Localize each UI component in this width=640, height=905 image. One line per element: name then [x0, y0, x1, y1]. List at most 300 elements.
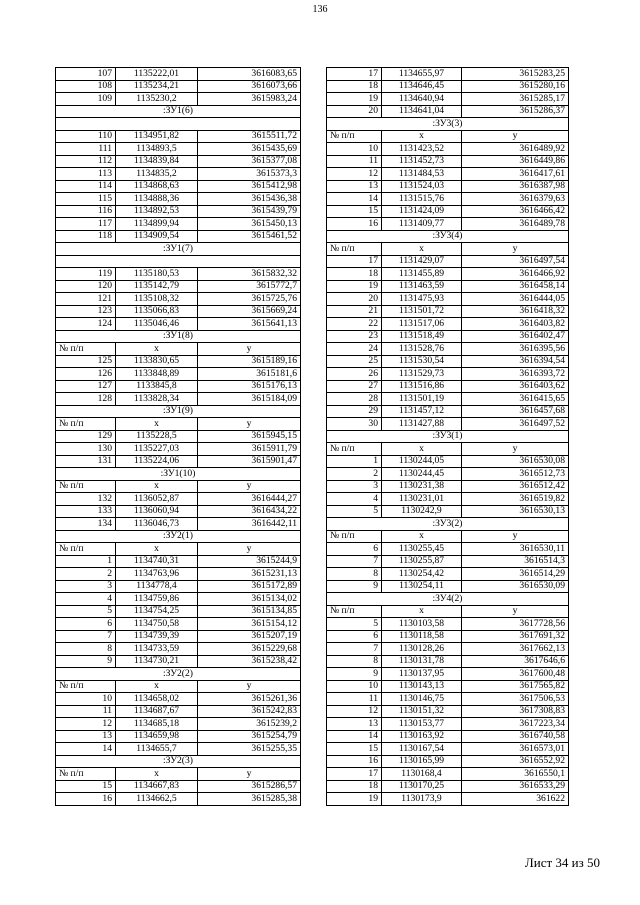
table-row	[327, 155, 569, 168]
table-row	[327, 318, 569, 331]
cell-y: 3616444,27	[198, 493, 301, 506]
cell-x: 1134835,2	[116, 168, 198, 181]
section-row	[327, 518, 569, 531]
cell-x: 1134909,54	[116, 230, 198, 243]
cell-x: 1130118,58	[382, 630, 462, 643]
cell-number: 14	[56, 743, 116, 756]
table-row	[56, 793, 301, 806]
cell-x: 1134646,45	[382, 80, 462, 93]
cell-number: 19	[327, 280, 382, 293]
cell-number: 12	[327, 168, 382, 181]
table-row	[327, 493, 569, 506]
header-row	[56, 680, 301, 693]
table-row	[56, 268, 301, 281]
cell-y: 3616393,72	[462, 368, 569, 381]
cell-x: 1131455,89	[382, 268, 462, 281]
cell-number: 3	[327, 480, 382, 493]
table-row	[56, 618, 301, 631]
section-row	[56, 405, 301, 418]
table-row	[56, 168, 301, 181]
cell-y: 3615285,38	[198, 793, 301, 806]
cell-number: 133	[56, 505, 116, 518]
section-title: :ЗУ1(6)	[56, 105, 301, 118]
cell-number: 17	[327, 68, 382, 81]
cell-number: 112	[56, 155, 116, 168]
cell-y: 3617565,82	[462, 680, 569, 693]
table-row	[56, 180, 301, 193]
cell-number: 4	[327, 493, 382, 506]
header-row	[327, 130, 569, 143]
section-row	[56, 668, 301, 681]
table-row	[56, 493, 301, 506]
cell-x: 1134687,67	[116, 705, 198, 718]
cell-y: 3616083,65	[198, 68, 301, 81]
cell-number: 20	[327, 293, 382, 306]
section-title: :ЗУ1(7)	[56, 243, 301, 256]
cell-y: 3617223,34	[462, 718, 569, 731]
cell-number: 15	[327, 205, 382, 218]
cell-number: 2	[327, 468, 382, 481]
cell-x: 1134763,96	[116, 568, 198, 581]
section-row	[327, 230, 569, 243]
cell-x: 1130244,45	[382, 468, 462, 481]
cell-y: 3617662,13	[462, 643, 569, 656]
cell-y: 3615511,72	[198, 130, 301, 143]
table-row	[56, 155, 301, 168]
cell-number: 132	[56, 493, 116, 506]
header-x: x	[382, 530, 462, 543]
table-row	[56, 193, 301, 206]
cell-x: 1131517,06	[382, 318, 462, 331]
coordinates-table-right	[326, 67, 569, 806]
cell-x: 1130231,38	[382, 480, 462, 493]
cell-x: 1130167,54	[382, 743, 462, 756]
cell-y: 3616512,73	[462, 468, 569, 481]
section-title: :ЗУ1(8)	[56, 330, 301, 343]
table-row	[56, 568, 301, 581]
cell-number: 25	[327, 355, 382, 368]
cell-number: 5	[56, 605, 116, 618]
cell-number: 125	[56, 355, 116, 368]
cell-x: 1130146,75	[382, 693, 462, 706]
cell-y: 3615189,16	[198, 355, 301, 368]
cell-x: 1131409,77	[382, 218, 462, 231]
table-row	[327, 630, 569, 643]
cell-y: 3615231,13	[198, 568, 301, 581]
header-x: x	[116, 680, 198, 693]
table-row	[56, 318, 301, 331]
cell-y: 3615725,76	[198, 293, 301, 306]
cell-x: 1130170,25	[382, 780, 462, 793]
table-row	[327, 218, 569, 231]
cell-x: 1130137,95	[382, 668, 462, 681]
cell-number: 108	[56, 80, 116, 93]
cell-number: 30	[327, 418, 382, 431]
cell-y: 3615641,13	[198, 318, 301, 331]
cell-x: 1135234,21	[116, 80, 198, 93]
cell-number: 116	[56, 205, 116, 218]
section-title: :ЗУ2(1)	[56, 530, 301, 543]
cell-x: 1134778,4	[116, 580, 198, 593]
cell-y: 3615229,68	[198, 643, 301, 656]
header-row	[56, 543, 301, 556]
cell-number: 10	[56, 693, 116, 706]
cell-x: 1134893,5	[116, 143, 198, 156]
section-title: :ЗУ2(2)	[56, 668, 301, 681]
cell-x: 1134655,97	[382, 68, 462, 81]
header-x: x	[382, 605, 462, 618]
cell-number: 9	[327, 668, 382, 681]
cell-y: 3615255,35	[198, 743, 301, 756]
table-row	[56, 230, 301, 243]
cell-number: 113	[56, 168, 116, 181]
cell-y: 361622	[462, 793, 569, 806]
table-row	[56, 380, 301, 393]
cell-x: 1135227,03	[116, 443, 198, 456]
header-row	[56, 768, 301, 781]
cell-number: 118	[56, 230, 116, 243]
section-row	[56, 330, 301, 343]
table-row	[56, 455, 301, 468]
table-row	[327, 93, 569, 106]
cell-x: 1135224,06	[116, 455, 198, 468]
section-row	[56, 468, 301, 481]
cell-x: 1134839,84	[116, 155, 198, 168]
cell-x: 1133848,89	[116, 368, 198, 381]
header-number: № п/п	[56, 480, 116, 493]
header-row	[56, 418, 301, 431]
cell-x: 1130163,92	[382, 730, 462, 743]
cell-x: 1133828,34	[116, 393, 198, 406]
cell-x: 1134951,82	[116, 130, 198, 143]
cell-x: 1131423,52	[382, 143, 462, 156]
table-row	[56, 355, 301, 368]
cell-y: 3615134,02	[198, 593, 301, 606]
cell-number: 127	[56, 380, 116, 393]
cell-number: 1	[56, 555, 116, 568]
table-row	[56, 443, 301, 456]
cell-y: 3615412,98	[198, 180, 301, 193]
table-row	[327, 393, 569, 406]
cell-x: 1134733,59	[116, 643, 198, 656]
cell-y: 3615172,89	[198, 580, 301, 593]
header-y: y	[198, 418, 301, 431]
cell-x: 1134892,53	[116, 205, 198, 218]
table-row	[56, 555, 301, 568]
cell-x: 1130151,32	[382, 705, 462, 718]
header-y: y	[198, 768, 301, 781]
cell-number: 18	[327, 268, 382, 281]
cell-y: 3615261,36	[198, 693, 301, 706]
cell-y: 3616442,11	[198, 518, 301, 531]
header-x: x	[116, 543, 198, 556]
cell-number: 8	[56, 643, 116, 656]
cell-number: 2	[56, 568, 116, 581]
table-row	[327, 205, 569, 218]
cell-y: 3615283,25	[462, 68, 569, 81]
cell-number: 19	[327, 93, 382, 106]
cell-x: 1134659,98	[116, 730, 198, 743]
cell-number: 126	[56, 368, 116, 381]
header-row	[327, 443, 569, 456]
cell-y: 3615134,85	[198, 605, 301, 618]
cell-x: 1131529,73	[382, 368, 462, 381]
blank-cell	[56, 118, 301, 131]
header-x: x	[116, 768, 198, 781]
table-row	[56, 130, 301, 143]
header-y: y	[462, 130, 569, 143]
table-row	[56, 293, 301, 306]
table-row	[56, 80, 301, 93]
cell-x: 1131463,59	[382, 280, 462, 293]
header-number: № п/п	[56, 418, 116, 431]
cell-number: 14	[327, 193, 382, 206]
cell-y: 3615945,15	[198, 430, 301, 443]
cell-number: 3	[56, 580, 116, 593]
cell-y: 3616530,13	[462, 505, 569, 518]
section-title: :ЗУ1(9)	[56, 405, 301, 418]
cell-number: 24	[327, 343, 382, 356]
cell-number: 7	[327, 643, 382, 656]
cell-y: 3615244,9	[198, 555, 301, 568]
table-row	[327, 180, 569, 193]
cell-number: 111	[56, 143, 116, 156]
cell-y: 3615436,38	[198, 193, 301, 206]
cell-y: 3615439,79	[198, 205, 301, 218]
header-row	[327, 530, 569, 543]
cell-x: 1131501,19	[382, 393, 462, 406]
cell-y: 3617308,83	[462, 705, 569, 718]
cell-number: 10	[327, 680, 382, 693]
table-row	[327, 380, 569, 393]
table-row	[327, 780, 569, 793]
cell-x: 1135108,32	[116, 293, 198, 306]
table-row	[56, 593, 301, 606]
cell-x: 1130244,05	[382, 455, 462, 468]
cell-x: 1131475,93	[382, 293, 462, 306]
cell-y: 3615176,13	[198, 380, 301, 393]
cell-number: 131	[56, 455, 116, 468]
cell-y: 3615832,32	[198, 268, 301, 281]
section-title: :ЗУ3(3)	[327, 118, 569, 131]
cell-number: 123	[56, 305, 116, 318]
cell-number: 16	[327, 755, 382, 768]
cell-y: 3615377,08	[198, 155, 301, 168]
cell-x: 1133830,65	[116, 355, 198, 368]
cell-x: 1134899,94	[116, 218, 198, 231]
section-row	[56, 243, 301, 256]
page-number: 136	[312, 4, 328, 15]
cell-x: 1131518,49	[382, 330, 462, 343]
cell-x: 1135228,5	[116, 430, 198, 443]
cell-y: 3616457,68	[462, 405, 569, 418]
cell-x: 1134641,04	[382, 105, 462, 118]
header-y: y	[198, 543, 301, 556]
cell-y: 3617728,56	[462, 618, 569, 631]
table-row	[327, 705, 569, 718]
cell-y: 3616402,47	[462, 330, 569, 343]
cell-y: 3616530,11	[462, 543, 569, 556]
header-row	[56, 480, 301, 493]
cell-y: 3615911,79	[198, 443, 301, 456]
cell-number: 14	[327, 730, 382, 743]
table-row	[327, 418, 569, 431]
cell-x: 1134658,02	[116, 693, 198, 706]
table-row	[56, 505, 301, 518]
cell-x: 1134739,39	[116, 630, 198, 643]
cell-y: 3617646,6	[462, 655, 569, 668]
table-row	[327, 343, 569, 356]
table-row	[56, 605, 301, 618]
header-number: № п/п	[56, 343, 116, 356]
cell-number: 10	[327, 143, 382, 156]
header-x: x	[116, 343, 198, 356]
cell-number: 9	[56, 655, 116, 668]
cell-number: 130	[56, 443, 116, 456]
cell-y: 3616379,63	[462, 193, 569, 206]
cell-y: 3615181,6	[198, 368, 301, 381]
cell-x: 1135222,01	[116, 68, 198, 81]
cell-number: 12	[56, 718, 116, 731]
table-row	[56, 643, 301, 656]
cell-x: 1131515,76	[382, 193, 462, 206]
coordinates-table-left	[55, 67, 301, 806]
header-x: x	[382, 130, 462, 143]
table-row	[327, 168, 569, 181]
cell-y: 3615669,24	[198, 305, 301, 318]
section-row	[327, 118, 569, 131]
cell-y: 3615242,83	[198, 705, 301, 718]
blank-cell	[56, 255, 301, 268]
cell-x: 1131457,12	[382, 405, 462, 418]
cell-x: 1131424,09	[382, 205, 462, 218]
table-row	[56, 743, 301, 756]
table-row	[327, 80, 569, 93]
cell-number: 9	[327, 580, 382, 593]
cell-x: 1135230,2	[116, 93, 198, 106]
cell-x: 1130165,99	[382, 755, 462, 768]
cell-number: 17	[327, 255, 382, 268]
cell-x: 1136052,87	[116, 493, 198, 506]
table-row	[327, 105, 569, 118]
cell-y: 3615286,57	[198, 780, 301, 793]
table-row	[327, 455, 569, 468]
table-row	[327, 680, 569, 693]
cell-y: 3616387,98	[462, 180, 569, 193]
header-x: x	[382, 243, 462, 256]
cell-y: 3615286,37	[462, 105, 569, 118]
header-y: y	[462, 605, 569, 618]
cell-y: 3617600,48	[462, 668, 569, 681]
table-row	[327, 718, 569, 731]
cell-y: 3616403,82	[462, 318, 569, 331]
cell-number: 124	[56, 318, 116, 331]
cell-x: 1134662,5	[116, 793, 198, 806]
header-x: x	[116, 418, 198, 431]
cell-y: 3616466,92	[462, 268, 569, 281]
cell-number: 134	[56, 518, 116, 531]
cell-x: 1131524,03	[382, 180, 462, 193]
cell-x: 1131484,53	[382, 168, 462, 181]
table-row	[327, 693, 569, 706]
header-y: y	[198, 680, 301, 693]
cell-y: 3615207,19	[198, 630, 301, 643]
header-row	[327, 605, 569, 618]
cell-x: 1130231,01	[382, 493, 462, 506]
cell-y: 3615450,13	[198, 218, 301, 231]
table-row	[327, 768, 569, 781]
cell-number: 11	[327, 693, 382, 706]
cell-number: 13	[327, 718, 382, 731]
cell-number: 23	[327, 330, 382, 343]
cell-x: 1131530,54	[382, 355, 462, 368]
cell-y: 3616073,66	[198, 80, 301, 93]
header-number: № п/п	[327, 243, 382, 256]
section-title: :ЗУ2(3)	[56, 755, 301, 768]
section-title: :ЗУ4(2)	[327, 593, 569, 606]
cell-x: 1135046,46	[116, 318, 198, 331]
cell-y: 3616395,56	[462, 343, 569, 356]
cell-y: 3616533,29	[462, 780, 569, 793]
cell-y: 3616514,29	[462, 568, 569, 581]
table-row	[56, 368, 301, 381]
section-title: :ЗУ3(4)	[327, 230, 569, 243]
cell-x: 1135180,53	[116, 268, 198, 281]
cell-y: 3616444,05	[462, 293, 569, 306]
cell-number: 29	[327, 405, 382, 418]
table-row	[327, 505, 569, 518]
cell-y: 3616552,92	[462, 755, 569, 768]
cell-y: 3616415,65	[462, 393, 569, 406]
cell-number: 120	[56, 280, 116, 293]
section-row	[56, 755, 301, 768]
cell-number: 8	[327, 568, 382, 581]
table-row	[327, 668, 569, 681]
cell-x: 1130254,42	[382, 568, 462, 581]
cell-number: 7	[56, 630, 116, 643]
header-y: y	[462, 443, 569, 456]
table-row	[327, 730, 569, 743]
cell-x: 1134888,36	[116, 193, 198, 206]
blank-row	[56, 255, 301, 268]
table-row	[327, 368, 569, 381]
cell-number: 17	[327, 768, 382, 781]
cell-y: 3616497,52	[462, 418, 569, 431]
table-row	[327, 568, 569, 581]
cell-y: 3616530,08	[462, 455, 569, 468]
blank-row	[56, 118, 301, 131]
cell-y: 3615461,52	[198, 230, 301, 243]
cell-number: 21	[327, 305, 382, 318]
header-y: y	[462, 530, 569, 543]
cell-x: 1131452,73	[382, 155, 462, 168]
table-row	[56, 655, 301, 668]
cell-x: 1134667,83	[116, 780, 198, 793]
cell-x: 1134685,18	[116, 718, 198, 731]
table-row	[56, 430, 301, 443]
header-number: № п/п	[56, 680, 116, 693]
cell-number: 28	[327, 393, 382, 406]
table-row	[327, 580, 569, 593]
cell-number: 26	[327, 368, 382, 381]
cell-y: 3616458,14	[462, 280, 569, 293]
cell-number: 114	[56, 180, 116, 193]
cell-number: 121	[56, 293, 116, 306]
header-y: y	[462, 243, 569, 256]
cell-x: 1131528,76	[382, 343, 462, 356]
cell-y: 3616512,42	[462, 480, 569, 493]
cell-x: 1134730,21	[116, 655, 198, 668]
